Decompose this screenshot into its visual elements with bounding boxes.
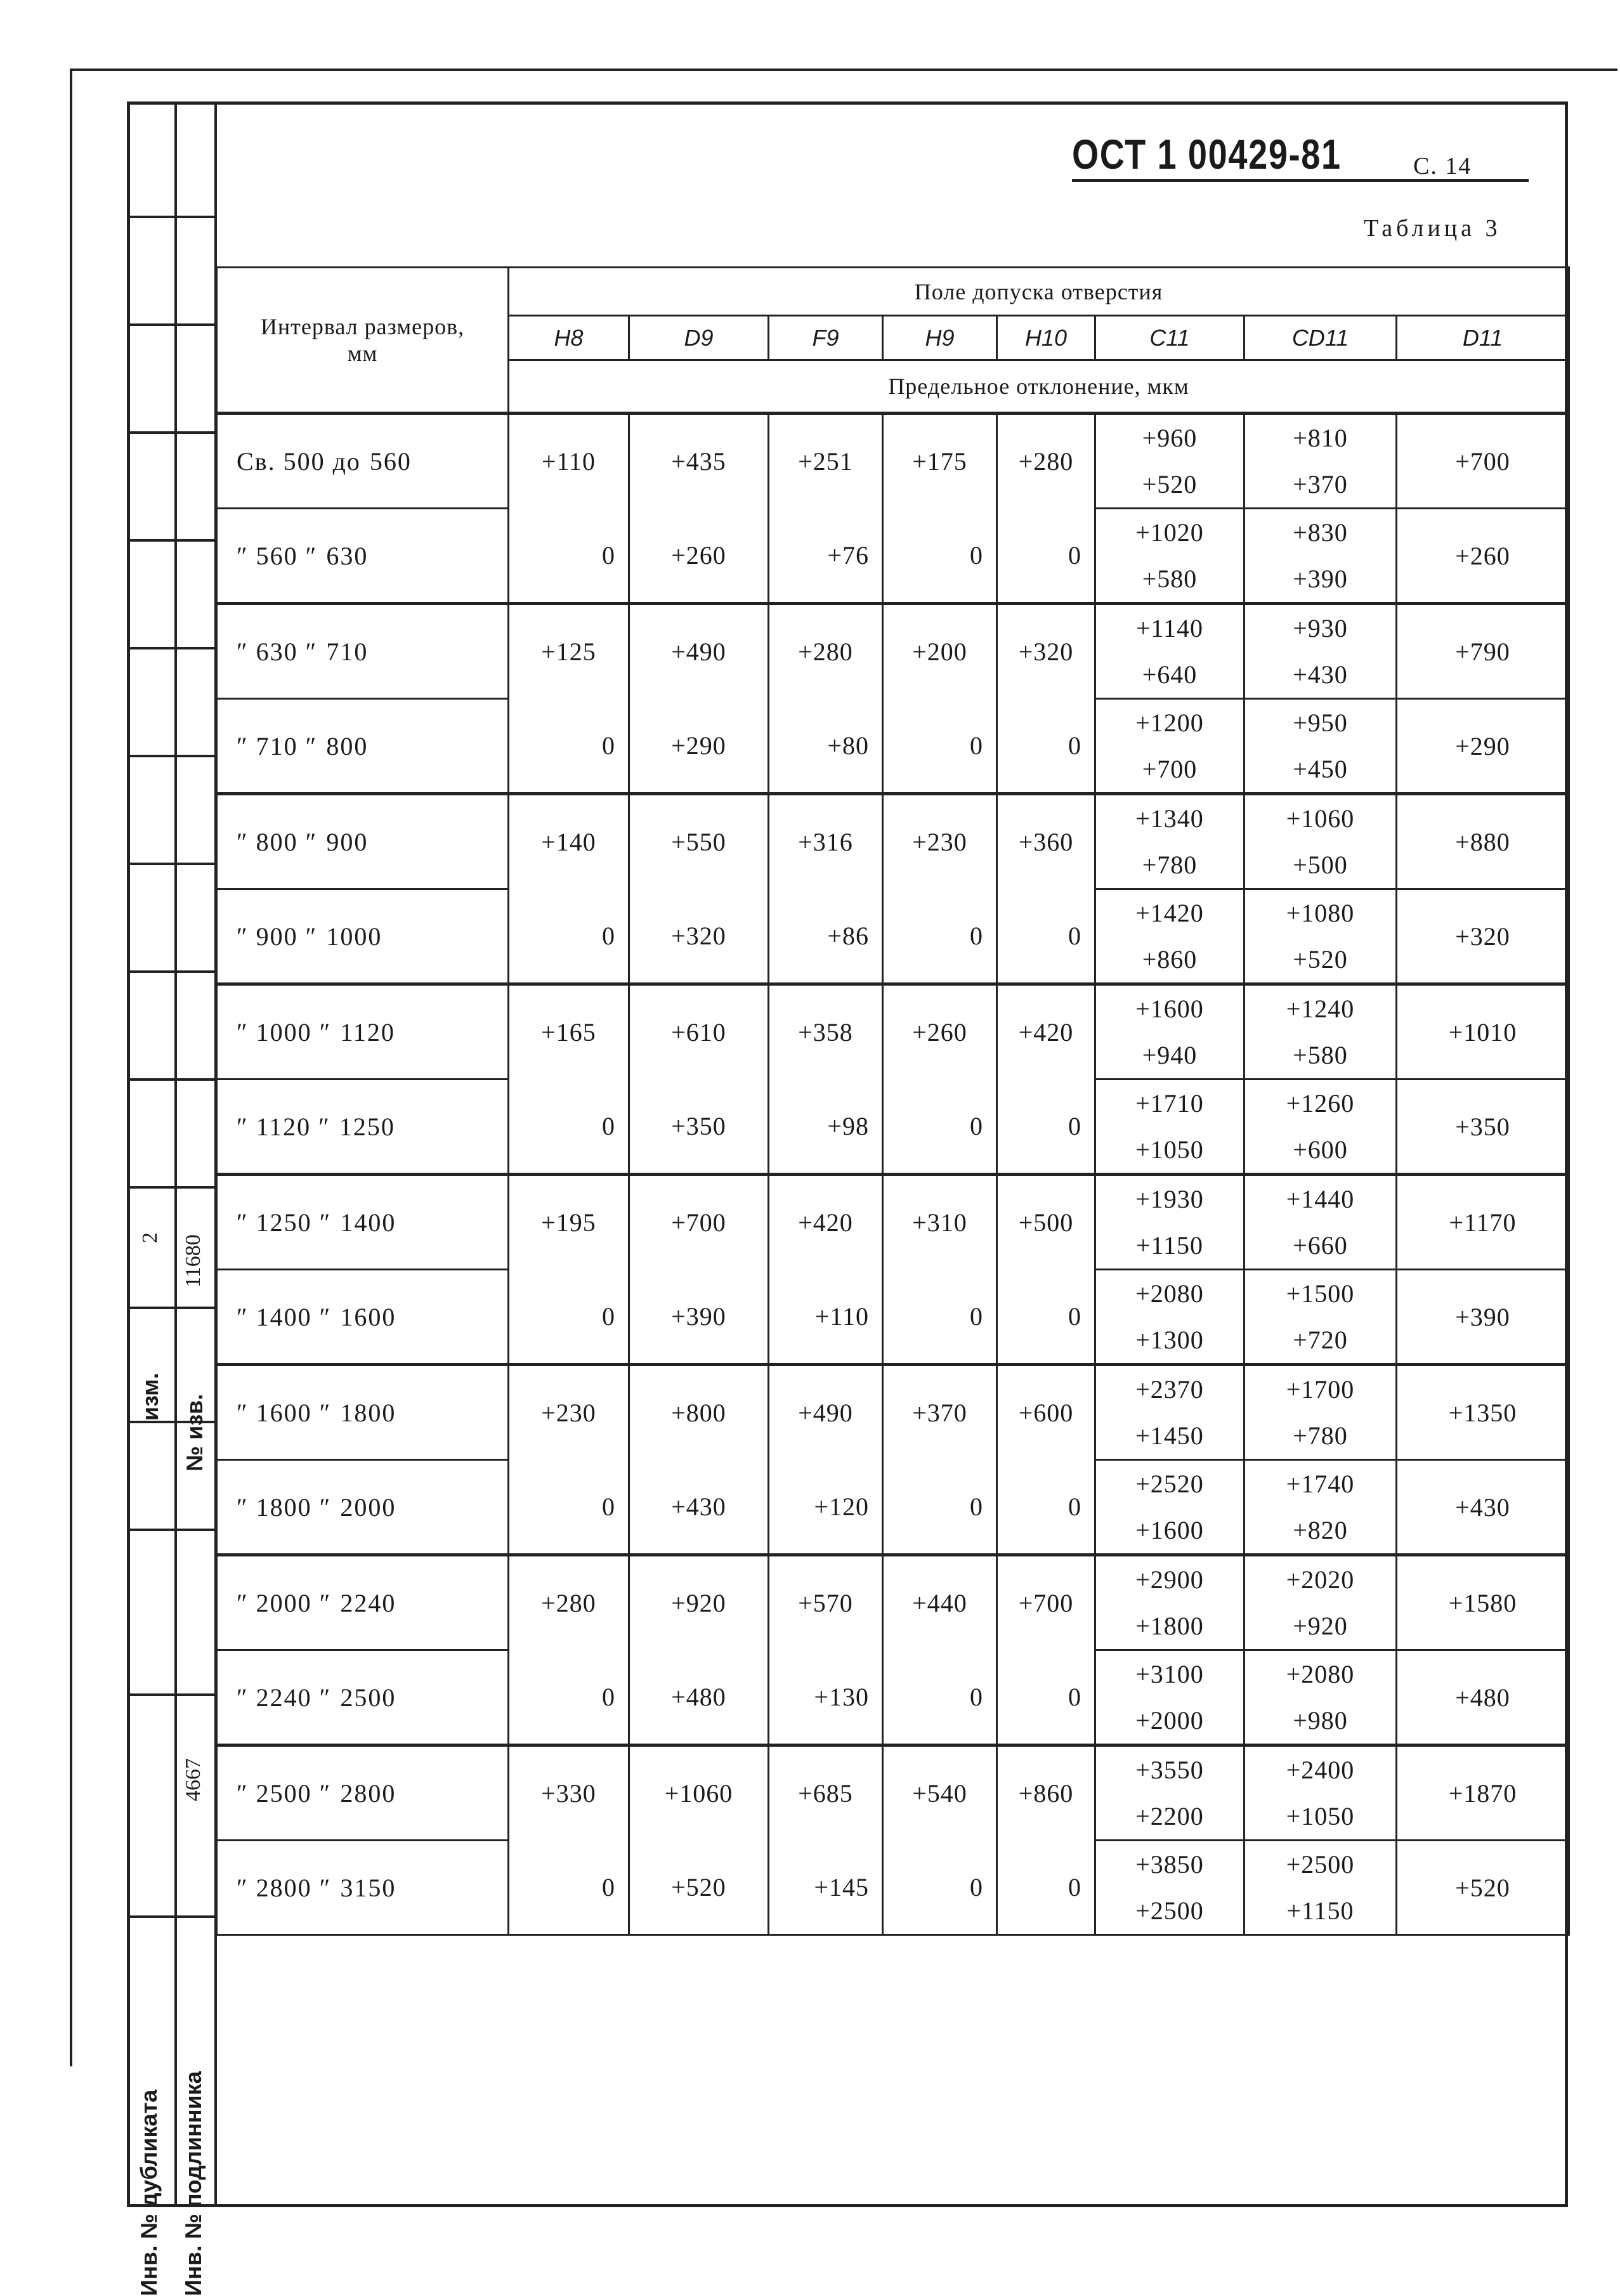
cell-f9: +685 xyxy=(769,1745,883,1841)
cell-d9: +320 xyxy=(629,889,769,984)
table-row xyxy=(217,1745,1569,1841)
cell-d11: +700 xyxy=(1397,414,1569,509)
cell-h9: +200 xyxy=(883,604,997,699)
cell-h8: +110 xyxy=(509,414,629,509)
table-row xyxy=(217,509,1569,604)
interval-from: ″ 1000 ″ xyxy=(237,1017,332,1047)
cell-h8: +330 xyxy=(509,1745,629,1841)
field-header: Поле допуска отверстия xyxy=(509,268,1569,316)
cd11-upper: +2080 xyxy=(1286,1660,1355,1688)
cell-cd11 xyxy=(1244,1460,1397,1555)
cell-c11 xyxy=(1095,794,1244,889)
cd11-lower: +780 xyxy=(1293,1421,1348,1450)
c11-upper: +2370 xyxy=(1135,1375,1204,1404)
cell-h8: 0 xyxy=(509,1841,629,1935)
interval-cell xyxy=(217,1080,509,1175)
col-h9: H9 xyxy=(883,316,997,360)
cell-d9: +800 xyxy=(629,1365,769,1460)
cell-h8: +280 xyxy=(509,1555,629,1650)
table-label: Таблица 3 xyxy=(1364,215,1501,242)
interval-from: ″ 1400 ″ xyxy=(237,1302,332,1331)
interval-to: 2000 xyxy=(340,1492,396,1522)
cell-cd11 xyxy=(1244,699,1397,794)
c11-upper: +960 xyxy=(1142,424,1198,452)
cell-h8: 0 xyxy=(509,1270,629,1365)
cell-f9: +316 xyxy=(769,794,883,889)
cell-c11 xyxy=(1095,1555,1244,1650)
interval-cell xyxy=(217,699,509,794)
document-code: ОСТ 1 00429-81 xyxy=(1072,131,1342,178)
table-row xyxy=(217,604,1569,699)
deviation-header: Предельное отклонение, мкм xyxy=(509,360,1569,414)
cell-cd11 xyxy=(1244,1555,1397,1650)
cell-d9: +480 xyxy=(629,1650,769,1745)
cell-d11: +390 xyxy=(1397,1270,1569,1365)
cell-h10: +700 xyxy=(997,1555,1095,1650)
cell-h10: 0 xyxy=(997,1270,1095,1365)
cell-d11: +1350 xyxy=(1397,1365,1569,1460)
cell-d11: +1170 xyxy=(1397,1175,1569,1270)
cell-h9: 0 xyxy=(883,1270,997,1365)
c11-upper: +1140 xyxy=(1135,614,1204,642)
interval-from: ″ 1120 ″ xyxy=(237,1112,330,1141)
cell-h9: 0 xyxy=(883,1080,997,1175)
c11-upper: +3100 xyxy=(1135,1660,1204,1688)
cd11-upper: +1440 xyxy=(1286,1185,1355,1213)
table-row xyxy=(217,889,1569,984)
cell-d9: +490 xyxy=(629,604,769,699)
cell-f9: +120 xyxy=(769,1460,883,1555)
cd11-lower: +1050 xyxy=(1286,1802,1355,1830)
table-row xyxy=(217,414,1569,509)
cell-h10: 0 xyxy=(997,1841,1095,1935)
cd11-lower: +600 xyxy=(1293,1135,1348,1164)
interval-to: 1120 xyxy=(340,1017,395,1047)
cell-h10: +860 xyxy=(997,1745,1095,1841)
col-d11: D11 xyxy=(1397,316,1569,360)
table-row xyxy=(217,1365,1569,1460)
cell-c11 xyxy=(1095,699,1244,794)
cd11-upper: +1080 xyxy=(1286,899,1355,927)
c11-lower: +1300 xyxy=(1135,1326,1204,1354)
cell-h8: +195 xyxy=(509,1175,629,1270)
interval-from: ″ 800 ″ xyxy=(237,827,318,856)
interval-from: ″ 710 ″ xyxy=(237,731,318,760)
left-rule xyxy=(70,68,72,2066)
interval-to: 560 xyxy=(369,447,412,476)
interval-cell xyxy=(217,889,509,984)
cell-d9: +430 xyxy=(629,1460,769,1555)
table-row xyxy=(217,1650,1569,1745)
cell-c11 xyxy=(1095,509,1244,604)
cell-h10: 0 xyxy=(997,1080,1095,1175)
col-cd11: CD11 xyxy=(1244,316,1397,360)
interval-to: 710 xyxy=(326,637,369,666)
interval-from: ″ 1250 ″ xyxy=(237,1208,332,1237)
cell-d9: +435 xyxy=(629,414,769,509)
c11-lower: +780 xyxy=(1142,851,1198,879)
cell-f9: +130 xyxy=(769,1650,883,1745)
c11-upper: +3550 xyxy=(1135,1756,1204,1784)
page-number: С. 14 xyxy=(1413,153,1472,179)
top-rule xyxy=(70,68,1617,71)
table-row xyxy=(217,1270,1569,1365)
cell-d11: +520 xyxy=(1397,1841,1569,1935)
interval-from: ″ 2240 ″ xyxy=(237,1683,332,1712)
table-row xyxy=(217,1841,1569,1935)
cell-h9: 0 xyxy=(883,699,997,794)
cd11-lower: +660 xyxy=(1293,1231,1348,1260)
cell-d11: +1870 xyxy=(1397,1745,1569,1841)
c11-lower: +640 xyxy=(1142,660,1198,689)
c11-lower: +1600 xyxy=(1135,1516,1204,1544)
col-f9: F9 xyxy=(769,316,883,360)
cell-h8: 0 xyxy=(509,889,629,984)
cell-c11 xyxy=(1095,1745,1244,1841)
cell-h10: 0 xyxy=(997,509,1095,604)
cell-h8: +230 xyxy=(509,1365,629,1460)
cell-d11: +1010 xyxy=(1397,984,1569,1080)
cell-cd11 xyxy=(1244,1175,1397,1270)
cell-h8: +140 xyxy=(509,794,629,889)
interval-to: 1250 xyxy=(339,1112,395,1141)
interval-cell xyxy=(217,794,509,889)
cell-h10: +280 xyxy=(997,414,1095,509)
cell-f9: +280 xyxy=(769,604,883,699)
table-row xyxy=(217,1460,1569,1555)
inv-original-label: Инв. № подлинника xyxy=(180,2071,206,2296)
cell-c11 xyxy=(1095,1270,1244,1365)
cell-d11: +790 xyxy=(1397,604,1569,699)
cell-h9: +310 xyxy=(883,1175,997,1270)
cell-cd11 xyxy=(1244,509,1397,604)
interval-from: ″ 2000 ″ xyxy=(237,1588,332,1617)
interval-from: ″ 900 ″ xyxy=(237,922,318,951)
interval-to: 2240 xyxy=(340,1588,396,1617)
cell-h9: +540 xyxy=(883,1745,997,1841)
cell-h9: +370 xyxy=(883,1365,997,1460)
interval-from: ″ 1800 ″ xyxy=(237,1492,332,1522)
change-document-number: 11680 xyxy=(181,1234,205,1288)
cell-d9: +610 xyxy=(629,984,769,1080)
cd11-upper: +1060 xyxy=(1286,804,1355,833)
interval-to: 2800 xyxy=(340,1778,396,1808)
cell-h9: 0 xyxy=(883,1460,997,1555)
interval-cell xyxy=(217,1745,509,1841)
c11-upper: +2080 xyxy=(1135,1279,1204,1308)
interval-cell xyxy=(217,414,509,509)
interval-cell xyxy=(217,1365,509,1460)
cell-h9: 0 xyxy=(883,889,997,984)
cell-cd11 xyxy=(1244,604,1397,699)
col-d9: D9 xyxy=(629,316,769,360)
cell-c11 xyxy=(1095,604,1244,699)
cell-d11: +320 xyxy=(1397,889,1569,984)
cell-h9: +230 xyxy=(883,794,997,889)
cell-h8: +125 xyxy=(509,604,629,699)
cell-cd11 xyxy=(1244,794,1397,889)
cell-c11 xyxy=(1095,1080,1244,1175)
col-c11: C11 xyxy=(1095,316,1244,360)
cell-f9: +420 xyxy=(769,1175,883,1270)
cell-h10: +500 xyxy=(997,1175,1095,1270)
table-row xyxy=(217,984,1569,1080)
interval-to: 900 xyxy=(326,827,369,856)
cell-h10: +320 xyxy=(997,604,1095,699)
interval-cell xyxy=(217,1650,509,1745)
c11-upper: +1710 xyxy=(1135,1089,1204,1118)
cell-h8: 0 xyxy=(509,1460,629,1555)
interval-from: ″ 2500 ″ xyxy=(237,1778,332,1808)
cell-cd11 xyxy=(1244,984,1397,1080)
interval-cell xyxy=(217,1841,509,1935)
interval-header: Интервал размеров, мм xyxy=(217,268,509,414)
cd11-upper: +930 xyxy=(1293,614,1348,642)
cell-h9: +440 xyxy=(883,1555,997,1650)
c11-upper: +1930 xyxy=(1135,1185,1204,1213)
cell-d11: +1580 xyxy=(1397,1555,1569,1650)
cell-h9: +260 xyxy=(883,984,997,1080)
interval-to: 1600 xyxy=(340,1302,396,1331)
cell-h10: +360 xyxy=(997,794,1095,889)
cd11-upper: +1260 xyxy=(1286,1089,1355,1118)
cell-d9: +920 xyxy=(629,1555,769,1650)
c11-lower: +1450 xyxy=(1135,1421,1204,1450)
cell-c11 xyxy=(1095,414,1244,509)
interval-from: ″ 1600 ″ xyxy=(237,1398,332,1427)
tolerance-table xyxy=(216,266,1570,1936)
cd11-lower: +580 xyxy=(1293,1041,1348,1069)
cell-d9: +550 xyxy=(629,794,769,889)
cell-f9: +110 xyxy=(769,1270,883,1365)
cell-cd11 xyxy=(1244,1365,1397,1460)
interval-cell xyxy=(217,1270,509,1365)
interval-cell xyxy=(217,1175,509,1270)
cd11-upper: +1240 xyxy=(1286,995,1355,1023)
table-row xyxy=(217,699,1569,794)
interval-cell xyxy=(217,509,509,604)
c11-lower: +1050 xyxy=(1135,1135,1204,1164)
col-h10: H10 xyxy=(997,316,1095,360)
cell-cd11 xyxy=(1244,1650,1397,1745)
cd11-lower: +390 xyxy=(1293,564,1348,593)
cell-f9: +98 xyxy=(769,1080,883,1175)
c11-lower: +1150 xyxy=(1135,1231,1204,1260)
interval-to: 800 xyxy=(326,731,369,760)
interval-to: 1000 xyxy=(326,922,382,951)
cd11-lower: +820 xyxy=(1293,1516,1348,1544)
cell-d9: +350 xyxy=(629,1080,769,1175)
c11-upper: +2520 xyxy=(1135,1470,1204,1498)
interval-cell xyxy=(217,604,509,699)
duplicate-inventory-number: 4667 xyxy=(181,1758,205,1801)
interval-from: ″ 630 ″ xyxy=(237,637,318,666)
c11-lower: +860 xyxy=(1142,945,1198,974)
izm-label: изм. xyxy=(137,1373,163,1421)
c11-lower: +2200 xyxy=(1135,1802,1204,1830)
cell-cd11 xyxy=(1244,1745,1397,1841)
interval-cell xyxy=(217,1555,509,1650)
cell-c11 xyxy=(1095,1365,1244,1460)
c11-lower: +940 xyxy=(1142,1041,1198,1069)
c11-upper: +3850 xyxy=(1135,1850,1204,1879)
cell-h9: 0 xyxy=(883,1650,997,1745)
cd11-lower: +520 xyxy=(1293,945,1348,974)
cell-d11: +350 xyxy=(1397,1080,1569,1175)
cell-d9: +1060 xyxy=(629,1745,769,1841)
cell-h8: 0 xyxy=(509,509,629,604)
cell-h9: 0 xyxy=(883,1841,997,1935)
cd11-upper: +1500 xyxy=(1286,1279,1355,1308)
cell-h8: 0 xyxy=(509,1650,629,1745)
tolerance-table-body xyxy=(217,414,1569,1935)
cell-c11 xyxy=(1095,1460,1244,1555)
c11-lower: +700 xyxy=(1142,755,1198,783)
cell-h9: +175 xyxy=(883,414,997,509)
cell-c11 xyxy=(1095,984,1244,1080)
cell-h10: +600 xyxy=(997,1365,1095,1460)
cell-h8: 0 xyxy=(509,699,629,794)
cell-d11: +880 xyxy=(1397,794,1569,889)
cd11-lower: +1150 xyxy=(1286,1896,1354,1925)
cd11-lower: +720 xyxy=(1293,1326,1348,1354)
cd11-lower: +430 xyxy=(1293,660,1348,689)
change-number: 2 xyxy=(138,1232,162,1243)
c11-lower: +1800 xyxy=(1135,1612,1204,1640)
cell-cd11 xyxy=(1244,889,1397,984)
cell-h10: 0 xyxy=(997,1650,1095,1745)
cell-cd11 xyxy=(1244,1841,1397,1935)
cell-h8: +165 xyxy=(509,984,629,1080)
cd11-upper: +2500 xyxy=(1286,1850,1355,1879)
c11-upper: +1020 xyxy=(1135,518,1204,547)
cell-h10: +420 xyxy=(997,984,1095,1080)
interval-to: 1400 xyxy=(340,1208,396,1237)
cell-h8: 0 xyxy=(509,1080,629,1175)
interval-to: 2500 xyxy=(340,1683,396,1712)
cd11-upper: +2400 xyxy=(1286,1756,1355,1784)
cell-c11 xyxy=(1095,1841,1244,1935)
cell-cd11 xyxy=(1244,1270,1397,1365)
inv-duplicate-label: Инв. № дубликата xyxy=(136,2089,162,2296)
izv-label: № изв. xyxy=(181,1393,207,1471)
interval-cell xyxy=(217,984,509,1080)
cd11-upper: +2020 xyxy=(1286,1565,1355,1594)
cell-f9: +86 xyxy=(769,889,883,984)
table-row xyxy=(217,1080,1569,1175)
interval-from: ″ 560 ″ xyxy=(237,541,318,570)
cell-d9: +520 xyxy=(629,1841,769,1935)
cell-f9: +80 xyxy=(769,699,883,794)
cell-h9: 0 xyxy=(883,509,997,604)
interval-from: ″ 2800 ″ xyxy=(237,1873,332,1902)
cell-c11 xyxy=(1095,1650,1244,1745)
cell-cd11 xyxy=(1244,1080,1397,1175)
cd11-lower: +920 xyxy=(1293,1612,1348,1640)
interval-to: 3150 xyxy=(340,1873,396,1902)
c11-upper: +2900 xyxy=(1135,1565,1204,1594)
cell-c11 xyxy=(1095,1175,1244,1270)
table-row xyxy=(217,1175,1569,1270)
cell-f9: +76 xyxy=(769,509,883,604)
c11-lower: +520 xyxy=(1142,470,1198,499)
table-row xyxy=(217,794,1569,889)
cell-d11: +260 xyxy=(1397,509,1569,604)
c11-upper: +1420 xyxy=(1135,899,1204,927)
cell-c11 xyxy=(1095,889,1244,984)
table-row xyxy=(217,1555,1569,1650)
cell-d9: +290 xyxy=(629,699,769,794)
cell-f9: +251 xyxy=(769,414,883,509)
cd11-lower: +500 xyxy=(1293,851,1348,879)
cd11-lower: +980 xyxy=(1293,1706,1348,1735)
interval-from: Св. 500 до xyxy=(237,447,361,476)
cell-d9: +260 xyxy=(629,509,769,604)
cd11-lower: +450 xyxy=(1293,755,1348,783)
cd11-upper: +1700 xyxy=(1286,1375,1355,1404)
c11-upper: +1600 xyxy=(1135,995,1204,1023)
cell-f9: +358 xyxy=(769,984,883,1080)
cell-cd11 xyxy=(1244,414,1397,509)
cell-h10: 0 xyxy=(997,889,1095,984)
cell-d9: +390 xyxy=(629,1270,769,1365)
cell-d11: +480 xyxy=(1397,1650,1569,1745)
cd11-upper: +1740 xyxy=(1286,1470,1355,1498)
cell-d11: +430 xyxy=(1397,1460,1569,1555)
c11-lower: +580 xyxy=(1142,564,1198,593)
cd11-upper: +810 xyxy=(1293,424,1348,452)
cell-f9: +570 xyxy=(769,1555,883,1650)
cell-f9: +145 xyxy=(769,1841,883,1935)
c11-lower: +2000 xyxy=(1135,1706,1204,1735)
cell-d11: +290 xyxy=(1397,699,1569,794)
cell-h10: 0 xyxy=(997,1460,1095,1555)
cd11-upper: +950 xyxy=(1293,708,1348,737)
cd11-upper: +830 xyxy=(1293,518,1348,547)
c11-lower: +2500 xyxy=(1135,1896,1204,1925)
cell-d9: +700 xyxy=(629,1175,769,1270)
c11-upper: +1340 xyxy=(1135,804,1204,833)
cell-f9: +490 xyxy=(769,1365,883,1460)
interval-to: 630 xyxy=(326,541,369,570)
c11-upper: +1200 xyxy=(1135,708,1204,737)
col-h8: H8 xyxy=(509,316,629,360)
cd11-lower: +370 xyxy=(1293,470,1348,499)
interval-cell xyxy=(217,1460,509,1555)
cell-h10: 0 xyxy=(997,699,1095,794)
interval-to: 1800 xyxy=(340,1398,396,1427)
